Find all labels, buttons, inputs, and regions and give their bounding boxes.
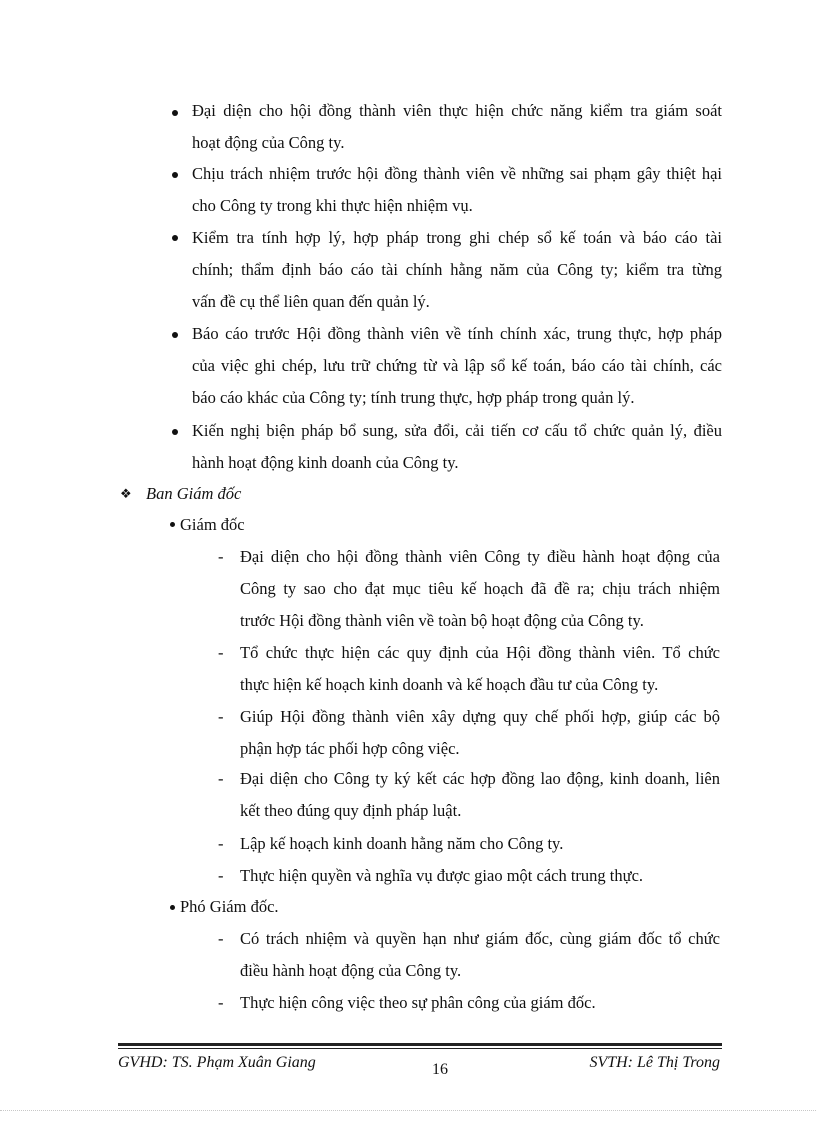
role-title-deputy: Phó Giám đốc. [180, 897, 279, 916]
duty-line: Kiểm tra tính hợp lý, hợp pháp trong ghi chép sổ kế toán và báo cáo tài [192, 228, 722, 247]
role-title-director: Giám đốc [180, 515, 245, 534]
footer-student: SVTH: Lê Thị Trong [589, 1054, 720, 1071]
duty-line: thực hiện kế hoạch kinh doanh và kế hoạch đầu tư của Công ty. [240, 675, 659, 694]
page-number: 16 [432, 1061, 448, 1078]
bullet-icon [172, 235, 178, 241]
duty-line: vấn đề cụ thể liên quan đến quản lý. [192, 292, 430, 311]
duty-line: Thực hiện quyền và nghĩa vụ được giao một cách trung thực. [240, 866, 644, 885]
footer-advisor: GVHD: TS. Phạm Xuân Giang [118, 1054, 316, 1071]
footer-rule-thin [118, 1048, 722, 1049]
duty-line: phận hợp tác phối hợp công việc. [240, 739, 460, 758]
duty-line: trước Hội đồng thành viên về toàn bộ hoạt động của Công ty. [240, 611, 644, 630]
duty-line: của việc ghi chép, lưu trữ chứng từ và lập sổ kế toán, báo cáo tài chính, các [192, 356, 722, 375]
duty-line: Lập kế hoạch kinh doanh hằng năm cho Công ty. [240, 834, 564, 853]
duty-line: kết theo đúng quy định pháp luật. [240, 801, 462, 820]
dash-marker: - [218, 707, 224, 726]
duty-line: Kiến nghị biện pháp bổ sung, sửa đổi, cải tiến cơ cấu tổ chức quản lý, điều [192, 421, 722, 440]
duty-line: Thực hiện công việc theo sự phân công của giám đốc. [240, 993, 596, 1012]
dash-marker: - [218, 993, 224, 1012]
duty-line: Đại diện cho hội đồng thành viên Công ty điều hành hoạt động của [240, 547, 720, 566]
duty-line: Tổ chức thực hiện các quy định của Hội đồng thành viên. Tổ chức [240, 643, 720, 662]
duty-line: Có trách nhiệm và quyền hạn như giám đốc, cùng giám đốc tổ chức [240, 929, 720, 948]
dash-marker: - [218, 929, 224, 948]
duty-line: điều hành hoạt động của Công ty. [240, 961, 462, 980]
bullet-icon [172, 110, 178, 116]
dash-marker: - [218, 834, 224, 853]
duty-line: Giúp Hội đồng thành viên xây dựng quy chế phối hợp, giúp các bộ [240, 707, 720, 726]
dash-marker: - [218, 769, 224, 788]
section-heading: Ban Giám đốc [146, 484, 242, 503]
duty-line: Công ty sao cho đạt mục tiêu kế hoạch đã đề ra; chịu trách nhiệm [240, 579, 720, 598]
duty-line: hoạt động của Công ty. [192, 133, 345, 152]
duty-line: Đại diện cho hội đồng thành viên thực hiện chức năng kiểm tra giám soát [192, 101, 722, 120]
diamond-bullet-icon: ❖ [120, 486, 132, 501]
page-bottom-border [0, 1110, 816, 1111]
duty-line: chính; thẩm định báo cáo tài chính hằng năm của Công ty; kiểm tra từng [192, 260, 722, 279]
dash-marker: - [218, 643, 224, 662]
bullet-icon [170, 522, 175, 527]
duty-line: Báo cáo trước Hội đồng thành viên về tính chính xác, trung thực, hợp pháp [192, 324, 722, 343]
duty-line: cho Công ty trong khi thực hiện nhiệm vụ. [192, 196, 473, 215]
bullet-icon [170, 905, 175, 910]
footer-rule-thick [118, 1043, 722, 1046]
bullet-icon [172, 429, 178, 435]
bullet-icon [172, 332, 178, 338]
duty-line: Chịu trách nhiệm trước hội đồng thành viên về những sai phạm gây thiệt hại [192, 164, 722, 183]
bullet-icon [172, 172, 178, 178]
duty-line: Đại diện cho Công ty ký kết các hợp đồng lao động, kinh doanh, liên [240, 769, 720, 788]
dash-marker: - [218, 547, 224, 566]
dash-marker: - [218, 866, 224, 885]
duty-line: hành hoạt động kinh doanh của Công ty. [192, 453, 459, 472]
duty-line: báo cáo khác của Công ty; tính trung thực, hợp pháp trong quản lý. [192, 388, 635, 407]
